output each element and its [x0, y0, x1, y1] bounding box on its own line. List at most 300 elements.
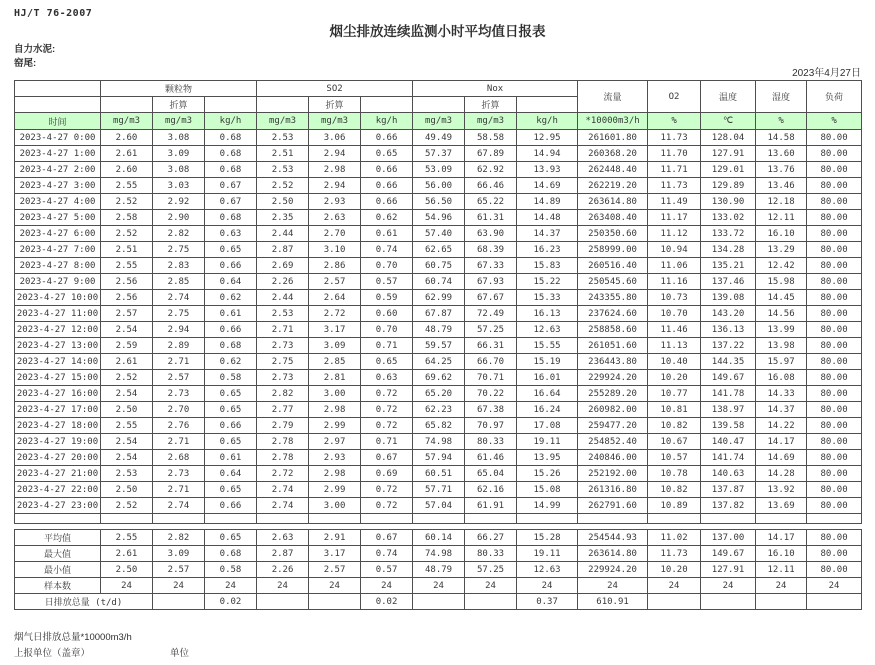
value-cell: 10.40 [648, 354, 701, 370]
converted-label-nox: 折算 [465, 97, 517, 113]
value-cell: 262791.60 [578, 498, 648, 514]
value-cell: 62.16 [465, 482, 517, 498]
value-cell: 0.70 [361, 322, 413, 338]
value-cell: 0.72 [361, 386, 413, 402]
time-column-header: 时间 [15, 113, 101, 130]
value-cell: 80.00 [807, 434, 862, 450]
value-cell: 61.31 [465, 210, 517, 226]
value-cell: 53.09 [413, 162, 465, 178]
value-cell: 12.42 [756, 258, 807, 274]
unit-header: mg/m3 [465, 113, 517, 130]
value-cell: 14.69 [517, 178, 578, 194]
summary-value-cell [413, 594, 465, 610]
summary-rows [15, 514, 862, 610]
value-cell: 3.00 [309, 498, 361, 514]
value-cell: 0.61 [205, 450, 257, 466]
value-cell: 66.46 [465, 178, 517, 194]
value-cell: 2.60 [101, 130, 153, 146]
value-cell: 11.06 [648, 258, 701, 274]
value-cell: 11.73 [648, 178, 701, 194]
value-cell: 2.81 [309, 370, 361, 386]
value-cell: 10.78 [648, 466, 701, 482]
value-cell: 0.65 [361, 354, 413, 370]
value-cell: 68.39 [465, 242, 517, 258]
value-cell: 250545.60 [578, 274, 648, 290]
summary-value-cell: 2.57 [153, 562, 205, 578]
table-row [15, 226, 862, 242]
empty-cell [153, 514, 205, 524]
value-cell: 2.86 [309, 258, 361, 274]
value-cell: 252192.00 [578, 466, 648, 482]
value-cell: 80.00 [807, 130, 862, 146]
value-cell: 19.11 [517, 434, 578, 450]
value-cell: 129.89 [701, 178, 756, 194]
value-cell: 260982.00 [578, 402, 648, 418]
value-cell: 0.66 [205, 418, 257, 434]
unit-header: mg/m3 [153, 113, 205, 130]
value-cell: 0.71 [361, 338, 413, 354]
summary-value-cell: 2.87 [257, 546, 309, 562]
value-cell: 2.55 [101, 418, 153, 434]
value-cell: 240846.00 [578, 450, 648, 466]
value-cell: 14.56 [756, 306, 807, 322]
value-cell: 261601.80 [578, 130, 648, 146]
value-cell: 15.83 [517, 258, 578, 274]
value-cell: 13.92 [756, 482, 807, 498]
value-cell: 0.61 [361, 226, 413, 242]
value-cell: 2.63 [309, 210, 361, 226]
table-row [15, 338, 862, 354]
value-cell: 13.76 [756, 162, 807, 178]
value-cell: 14.89 [517, 194, 578, 210]
value-cell: 2.64 [309, 290, 361, 306]
value-cell: 15.19 [517, 354, 578, 370]
value-cell: 14.58 [756, 130, 807, 146]
value-cell: 0.71 [361, 434, 413, 450]
summary-value-cell: 16.10 [756, 546, 807, 562]
value-cell: 138.97 [701, 402, 756, 418]
table-row [15, 322, 862, 338]
value-cell: 0.64 [205, 274, 257, 290]
summary-row [15, 578, 862, 594]
value-cell: 141.78 [701, 386, 756, 402]
time-cell: 2023-4-27 19:00 [15, 434, 101, 450]
table-row [15, 306, 862, 322]
group-nox: Nox [413, 81, 578, 97]
table-row [15, 210, 862, 226]
table-row [15, 402, 862, 418]
value-cell: 0.68 [205, 210, 257, 226]
value-cell: 0.68 [205, 338, 257, 354]
value-cell: 10.81 [648, 402, 701, 418]
col-humidity: 湿度 [756, 81, 807, 113]
value-cell: 127.91 [701, 146, 756, 162]
value-cell: 80.00 [807, 178, 862, 194]
value-cell: 2.99 [309, 418, 361, 434]
value-cell: 62.92 [465, 162, 517, 178]
summary-value-cell: 0.58 [205, 562, 257, 578]
empty-cell [756, 514, 807, 524]
time-cell: 2023-4-27 15:00 [15, 370, 101, 386]
value-cell: 2.79 [257, 418, 309, 434]
value-cell: 0.65 [205, 402, 257, 418]
value-cell: 133.02 [701, 210, 756, 226]
summary-value-cell: 2.50 [101, 562, 153, 578]
value-cell: 2.55 [101, 258, 153, 274]
value-cell: 80.00 [807, 466, 862, 482]
value-cell: 3.08 [153, 130, 205, 146]
value-cell: 0.74 [361, 242, 413, 258]
value-cell: 3.09 [153, 146, 205, 162]
value-cell: 61.91 [465, 498, 517, 514]
value-cell: 2.74 [257, 498, 309, 514]
unit-header: ℃ [701, 113, 756, 130]
value-cell: 0.66 [361, 130, 413, 146]
value-cell: 80.00 [807, 338, 862, 354]
value-cell: 250350.60 [578, 226, 648, 242]
summary-value-cell: 24 [756, 578, 807, 594]
value-cell: 0.70 [361, 258, 413, 274]
summary-value-cell: 2.82 [153, 530, 205, 546]
time-cell: 2023-4-27 1:00 [15, 146, 101, 162]
value-cell: 14.69 [756, 450, 807, 466]
value-cell: 63.90 [465, 226, 517, 242]
value-cell: 14.37 [756, 402, 807, 418]
value-cell: 0.59 [361, 290, 413, 306]
value-cell: 2.98 [309, 162, 361, 178]
summary-value-cell: 80.00 [807, 546, 862, 562]
value-cell: 48.79 [413, 322, 465, 338]
value-cell: 14.48 [517, 210, 578, 226]
value-cell: 261051.60 [578, 338, 648, 354]
value-cell: 2.52 [257, 178, 309, 194]
value-cell: 13.98 [756, 338, 807, 354]
summary-value-cell: 2.57 [309, 562, 361, 578]
summary-value-cell: 2.91 [309, 530, 361, 546]
table-row [15, 146, 862, 162]
summary-value-cell: 80.00 [807, 562, 862, 578]
value-cell: 258858.60 [578, 322, 648, 338]
summary-value-cell: 610.91 [578, 594, 648, 610]
value-cell: 2.72 [309, 306, 361, 322]
time-cell: 2023-4-27 7:00 [15, 242, 101, 258]
empty-cell [205, 514, 257, 524]
value-cell: 2.72 [257, 466, 309, 482]
value-cell: 57.40 [413, 226, 465, 242]
page-title: 烟尘排放连续监测小时平均值日报表 [329, 24, 546, 39]
summary-value-cell: 24 [101, 578, 153, 594]
unit-header: kg/h [517, 113, 578, 130]
summary-value-cell: 10.20 [648, 562, 701, 578]
unit-header: % [756, 113, 807, 130]
value-cell: 10.77 [648, 386, 701, 402]
value-cell: 80.00 [807, 210, 862, 226]
value-cell: 10.82 [648, 482, 701, 498]
value-cell: 10.94 [648, 242, 701, 258]
value-cell: 2.71 [153, 482, 205, 498]
value-cell: 80.00 [807, 306, 862, 322]
summary-value-cell: 137.00 [701, 530, 756, 546]
value-cell: 2.53 [257, 130, 309, 146]
value-cell: 0.65 [361, 146, 413, 162]
value-cell: 11.49 [648, 194, 701, 210]
value-cell: 2.54 [101, 450, 153, 466]
value-cell: 2.56 [101, 290, 153, 306]
summary-value-cell: 24 [807, 578, 862, 594]
value-cell: 80.00 [807, 354, 862, 370]
table-row [15, 386, 862, 402]
table-row [15, 242, 862, 258]
value-cell: 2.78 [257, 434, 309, 450]
value-cell: 261316.80 [578, 482, 648, 498]
value-cell: 2.74 [257, 482, 309, 498]
summary-value-cell: 24 [153, 578, 205, 594]
value-cell: 11.16 [648, 274, 701, 290]
value-cell: 135.21 [701, 258, 756, 274]
value-cell: 2.93 [309, 450, 361, 466]
value-cell: 13.60 [756, 146, 807, 162]
value-cell: 11.70 [648, 146, 701, 162]
empty-cell [807, 514, 862, 524]
value-cell: 11.71 [648, 162, 701, 178]
value-cell: 3.09 [309, 338, 361, 354]
value-cell: 15.55 [517, 338, 578, 354]
time-cell: 2023-4-27 6:00 [15, 226, 101, 242]
value-cell: 80.00 [807, 482, 862, 498]
value-cell: 260516.40 [578, 258, 648, 274]
value-cell: 0.65 [205, 482, 257, 498]
value-cell: 16.23 [517, 242, 578, 258]
value-cell: 2.94 [309, 146, 361, 162]
value-cell: 0.72 [361, 498, 413, 514]
unit-header: % [807, 113, 862, 130]
value-cell: 262448.40 [578, 162, 648, 178]
value-cell: 0.65 [205, 242, 257, 258]
empty-cell [101, 514, 153, 524]
unit-header: % [648, 113, 701, 130]
value-cell: 80.00 [807, 226, 862, 242]
value-cell: 15.22 [517, 274, 578, 290]
time-cell: 2023-4-27 17:00 [15, 402, 101, 418]
summary-value-cell: 24 [413, 578, 465, 594]
col-load: 负荷 [807, 81, 862, 113]
value-cell: 129.01 [701, 162, 756, 178]
value-cell: 258999.00 [578, 242, 648, 258]
value-cell: 2.59 [101, 338, 153, 354]
value-cell: 263408.40 [578, 210, 648, 226]
summary-value-cell: 57.25 [465, 562, 517, 578]
value-cell: 16.01 [517, 370, 578, 386]
empty-cell [361, 514, 413, 524]
value-cell: 10.82 [648, 418, 701, 434]
value-cell: 0.65 [205, 434, 257, 450]
summary-value-cell: 24 [465, 578, 517, 594]
value-cell: 56.00 [413, 178, 465, 194]
value-cell: 16.08 [756, 370, 807, 386]
value-cell: 2.94 [153, 322, 205, 338]
converted-label-pm: 折算 [153, 97, 205, 113]
summary-value-cell: 11.02 [648, 530, 701, 546]
time-cell: 2023-4-27 8:00 [15, 258, 101, 274]
value-cell: 2.73 [153, 466, 205, 482]
value-cell: 12.95 [517, 130, 578, 146]
value-cell: 2.70 [309, 226, 361, 242]
value-cell: 14.37 [517, 226, 578, 242]
value-cell: 10.57 [648, 450, 701, 466]
group-so2: SO2 [257, 81, 413, 97]
value-cell: 2.57 [101, 306, 153, 322]
value-cell: 0.67 [205, 178, 257, 194]
value-cell: 72.49 [465, 306, 517, 322]
time-cell: 2023-4-27 23:00 [15, 498, 101, 514]
value-cell: 2.54 [101, 386, 153, 402]
value-cell: 11.46 [648, 322, 701, 338]
time-cell: 2023-4-27 0:00 [15, 130, 101, 146]
summary-value-cell: 149.67 [701, 546, 756, 562]
time-cell: 2023-4-27 18:00 [15, 418, 101, 434]
value-cell: 2.50 [101, 402, 153, 418]
summary-value-cell: 24 [361, 578, 413, 594]
value-cell: 2.97 [309, 434, 361, 450]
table-row [15, 130, 862, 146]
value-cell: 67.87 [413, 306, 465, 322]
value-cell: 80.00 [807, 402, 862, 418]
value-cell: 254852.40 [578, 434, 648, 450]
time-cell: 2023-4-27 13:00 [15, 338, 101, 354]
value-cell: 2.54 [101, 434, 153, 450]
value-cell: 0.66 [205, 258, 257, 274]
col-o2: O2 [648, 81, 701, 113]
value-cell: 65.82 [413, 418, 465, 434]
time-cell: 2023-4-27 9:00 [15, 274, 101, 290]
summary-value-cell: 127.91 [701, 562, 756, 578]
value-cell: 2.44 [257, 226, 309, 242]
summary-value-cell: 11.73 [648, 546, 701, 562]
summary-value-cell [309, 594, 361, 610]
value-cell: 13.99 [756, 322, 807, 338]
value-cell: 134.28 [701, 242, 756, 258]
data-rows [15, 130, 862, 514]
value-cell: 14.94 [517, 146, 578, 162]
value-cell: 3.17 [309, 322, 361, 338]
value-cell: 0.64 [205, 466, 257, 482]
summary-value-cell: 24 [648, 578, 701, 594]
time-cell: 2023-4-27 22:00 [15, 482, 101, 498]
value-cell: 14.45 [756, 290, 807, 306]
value-cell: 14.28 [756, 466, 807, 482]
value-cell: 2.57 [309, 274, 361, 290]
value-cell: 15.98 [756, 274, 807, 290]
empty-cell [648, 514, 701, 524]
value-cell: 49.49 [413, 130, 465, 146]
value-cell: 10.70 [648, 306, 701, 322]
table-row [15, 370, 862, 386]
value-cell: 2.53 [101, 466, 153, 482]
value-cell: 13.93 [517, 162, 578, 178]
value-cell: 128.04 [701, 130, 756, 146]
table-row [15, 482, 862, 498]
col-flow: 流量 [578, 81, 648, 113]
value-cell: 2.73 [153, 386, 205, 402]
value-cell: 14.17 [756, 434, 807, 450]
time-cell: 2023-4-27 11:00 [15, 306, 101, 322]
value-cell: 133.72 [701, 226, 756, 242]
value-cell: 13.46 [756, 178, 807, 194]
value-cell: 70.22 [465, 386, 517, 402]
summary-label: 日排放总量 (t/d) [15, 594, 153, 610]
summary-value-cell: 254544.93 [578, 530, 648, 546]
value-cell: 2.53 [257, 162, 309, 178]
unit-header: kg/h [361, 113, 413, 130]
summary-value-cell: 3.17 [309, 546, 361, 562]
value-cell: 12.11 [756, 210, 807, 226]
value-cell: 58.58 [465, 130, 517, 146]
value-cell: 59.57 [413, 338, 465, 354]
value-cell: 17.08 [517, 418, 578, 434]
value-cell: 11.13 [648, 338, 701, 354]
summary-value-cell: 0.65 [205, 530, 257, 546]
value-cell: 2.75 [153, 242, 205, 258]
value-cell: 66.70 [465, 354, 517, 370]
summary-value-cell: 2.26 [257, 562, 309, 578]
value-cell: 2.26 [257, 274, 309, 290]
value-cell: 2.73 [257, 370, 309, 386]
value-cell: 2.52 [101, 194, 153, 210]
value-cell: 2.82 [153, 226, 205, 242]
flue-gas-total-note: 烟气日排放总量*10000m3/h [14, 632, 132, 643]
value-cell: 2.83 [153, 258, 205, 274]
unit-header: *10000m3/h [578, 113, 648, 130]
value-cell: 0.66 [205, 322, 257, 338]
time-cell: 2023-4-27 5:00 [15, 210, 101, 226]
value-cell: 64.25 [413, 354, 465, 370]
value-cell: 2.98 [309, 402, 361, 418]
summary-row [15, 594, 862, 610]
blank-row [15, 514, 862, 524]
unit-label: 单位 [170, 648, 190, 659]
value-cell: 0.60 [361, 306, 413, 322]
value-cell: 139.08 [701, 290, 756, 306]
summary-value-cell: 24 [578, 578, 648, 594]
value-cell: 2.74 [153, 498, 205, 514]
value-cell: 2.92 [153, 194, 205, 210]
summary-value-cell: 24 [257, 578, 309, 594]
value-cell: 2.85 [309, 354, 361, 370]
summary-value-cell [257, 594, 309, 610]
value-cell: 0.68 [205, 146, 257, 162]
summary-row [15, 530, 862, 546]
summary-label: 平均值 [15, 530, 101, 546]
value-cell: 0.62 [361, 210, 413, 226]
value-cell: 0.68 [205, 162, 257, 178]
value-cell: 2.82 [257, 386, 309, 402]
value-cell: 13.69 [756, 498, 807, 514]
value-cell: 2.52 [101, 370, 153, 386]
value-cell: 259477.20 [578, 418, 648, 434]
value-cell: 2.35 [257, 210, 309, 226]
table-row [15, 274, 862, 290]
value-cell: 54.96 [413, 210, 465, 226]
value-cell: 13.95 [517, 450, 578, 466]
summary-value-cell: 3.09 [153, 546, 205, 562]
table-row [15, 434, 862, 450]
value-cell: 80.00 [807, 322, 862, 338]
value-cell: 67.33 [465, 258, 517, 274]
value-cell: 13.29 [756, 242, 807, 258]
value-cell: 2.61 [101, 146, 153, 162]
value-cell: 0.57 [361, 274, 413, 290]
time-cell: 2023-4-27 4:00 [15, 194, 101, 210]
